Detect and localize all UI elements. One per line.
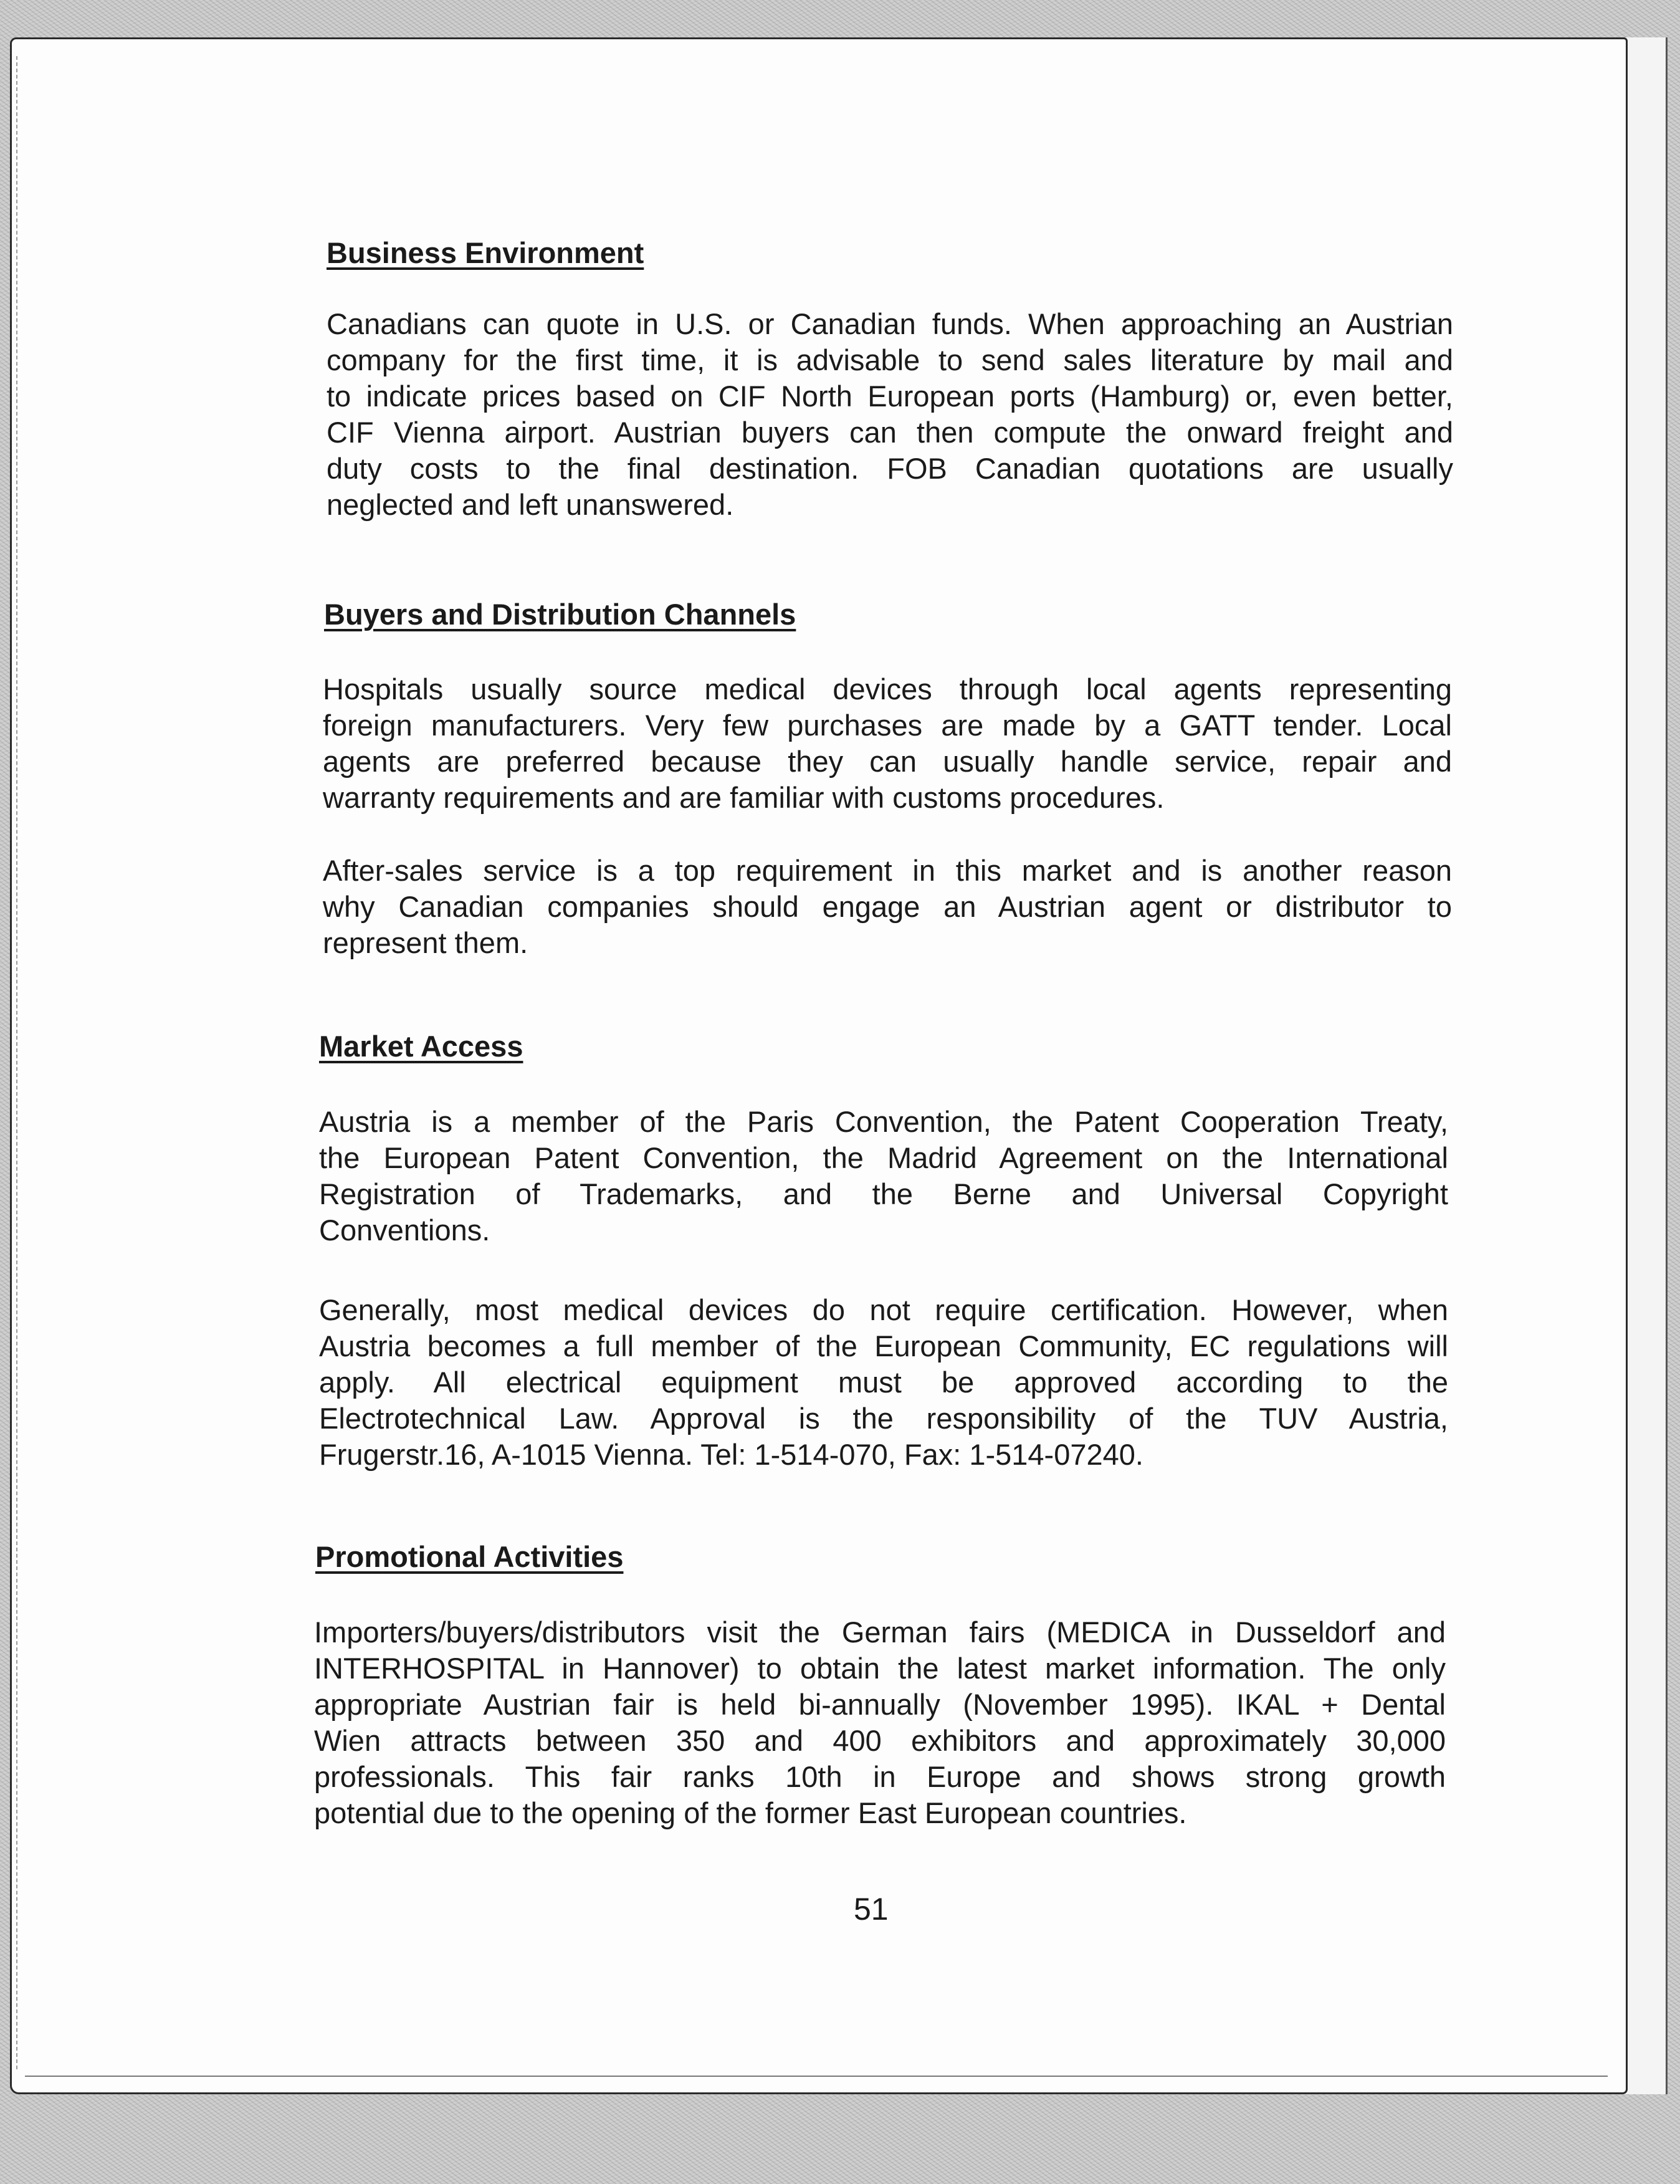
paragraph-market-access-1 [319,1104,1448,1248]
paragraph-business-environment [327,306,1453,523]
text-line: Conventions. [319,1214,490,1247]
page-edge-left [16,56,17,2069]
paragraph-buyers-1 [323,671,1452,816]
paragraph-market-access-2 [319,1292,1448,1473]
text-line: company for the first time, it is advisable to send sales literature by mail and [327,343,1453,376]
heading-promotional-activities: Promotional Activities [315,1540,624,1573]
text-line: represent them. [323,926,528,959]
text-line: why Canadian companies should engage an Austrian agent or distributor to [323,890,1452,923]
text-line: After-sales service is a top requirement in this market and is another reason [323,854,1452,887]
paragraph-buyers-2 [323,853,1452,961]
text-line: potential due to the opening of the former East European countries. [314,1796,1187,1829]
text-line: Hospitals usually source medical devices through local agents representing [323,673,1452,706]
text-line: Canadians can quote in U.S. or Canadian funds. When approaching an Austrian [327,307,1453,340]
text-line: Electrotechnical Law. Approval is the responsibility of the TUV Austria, [319,1402,1448,1435]
text-line: Austria becomes a full member of the European Community, EC regulations will [319,1329,1448,1363]
text-line: warranty requirements and are familiar with customs procedures. [323,781,1165,814]
text-line: Registration of Trademarks, and the Berne and Universal Copyright [319,1177,1448,1210]
text-line: professionals. This fair ranks 10th in Europe and shows strong growth [314,1760,1446,1793]
text-line: neglected and left unanswered. [327,488,734,521]
text-line: duty costs to the final destination. FOB Canadian quotations are usually [327,452,1453,485]
heading-market-access: Market Access [319,1030,523,1063]
text-line: Wien attracts between 350 and 400 exhibitors and approximately 30,000 [314,1724,1446,1757]
text-line: Importers/buyers/distributors visit the German fairs (MEDICA in Dusseldorf and [314,1616,1446,1649]
text-line: CIF Vienna airport. Austrian buyers can then compute the onward freight and [327,416,1453,449]
text-line: agents are preferred because they can usually handle service, repair and [323,745,1452,778]
page-number: 51 [854,1892,889,1927]
text-line: INTERHOSPITAL in Hannover) to obtain the latest market information. The only [314,1652,1446,1685]
text-line: Generally, most medical devices do not require certification. However, when [319,1293,1448,1326]
text-line: Austria is a member of the Paris Convention, the Patent Cooperation Treaty, [319,1105,1448,1138]
text-line: Frugerstr.16, A-1015 Vienna. Tel: 1-514-070, Fax: 1-514-07240. [319,1438,1143,1471]
text-line: the European Patent Convention, the Madrid Agreement on the International [319,1141,1448,1174]
text-line: to indicate prices based on CIF North European ports (Hamburg) or, even better, [327,380,1453,413]
heading-business-environment: Business Environment [327,236,644,269]
text-line: foreign manufacturers. Very few purchases are made by a GATT tender. Local [323,709,1452,742]
paragraph-promotional [314,1614,1446,1831]
page-edge-bottom [25,2076,1608,2077]
text-line: appropriate Austrian fair is held bi-annually (November 1995). IKAL + Dental [314,1688,1446,1721]
text-line: apply. All electrical equipment must be approved according to the [319,1366,1448,1399]
heading-buyers-distribution: Buyers and Distribution Channels [324,598,796,631]
